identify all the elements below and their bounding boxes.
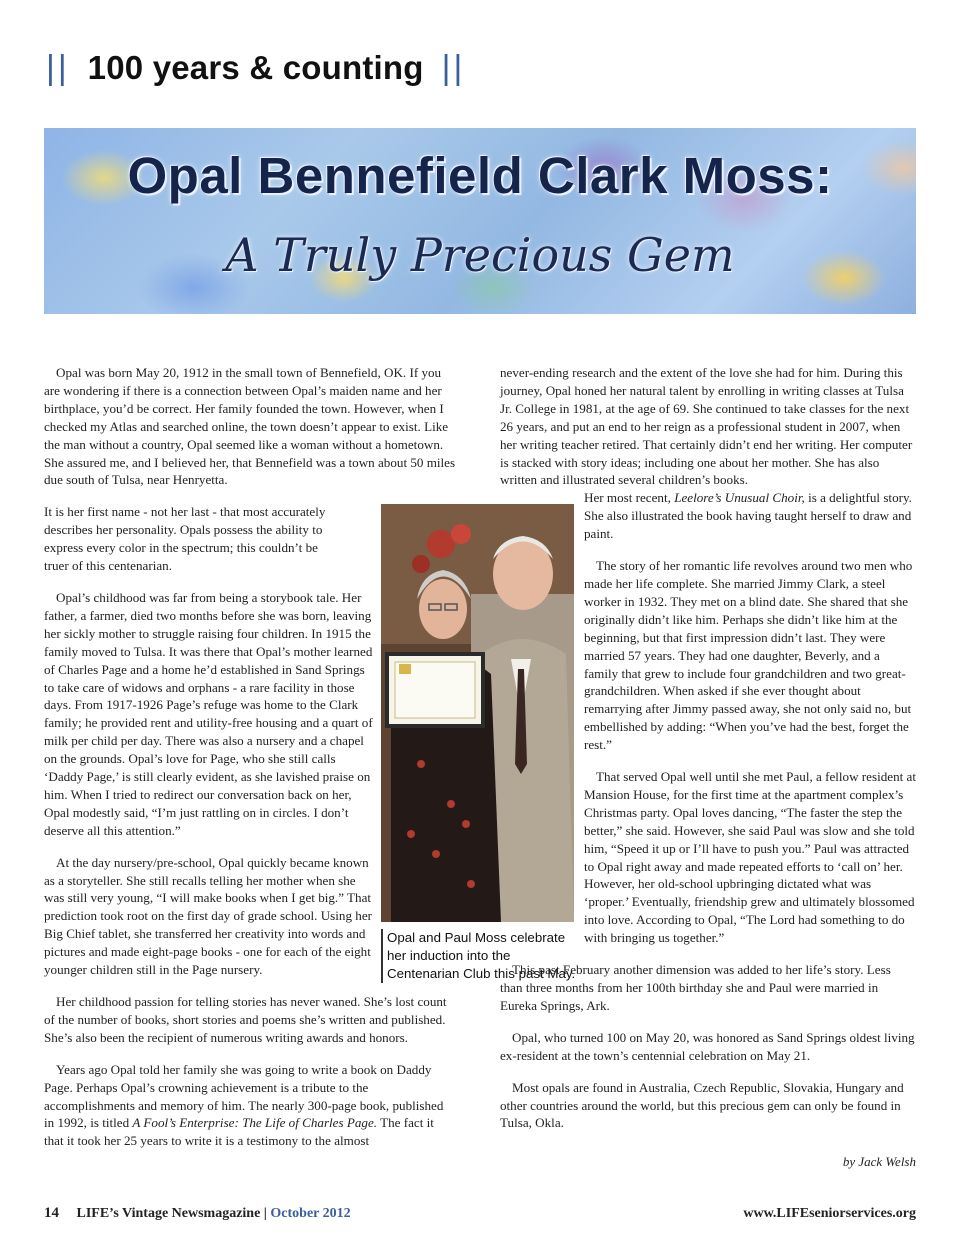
paragraph: This past February another dimension was added to her life’s story. Less than three months from her 100th birthday she and Paul were married in Eureka Springs, Ark. bbox=[500, 962, 891, 1013]
text-run: Years ago Opal told her family she was going to write a book on Daddy Page. Perhaps Opal’s crowning achievement is a tribute to the accomplishments and memory of him. The nearly 300-page book, published in 1992, is titled bbox=[44, 1061, 444, 1131]
paragraph bbox=[44, 1061, 456, 1151]
article-column-2 bbox=[500, 364, 916, 1146]
paragraph: That served Opal well until she met Paul, a fellow resident at Mansion House, for the first time at the apartment complex’s Christmas party. Opal loves dancing, “The faster the step the better,” she said. However, she said Paul was slow and she told him, “Speed it up or I’ll have to push you.” Paul was attracted to Opal right away and made repeated efforts to ‘call on’ her. However, her old-school upbringing dictated what was ‘proper.’ Eventually, friendship grew and ultimately blossomed into love. According to Opal, “The Lord had something to do with bringing us together.” bbox=[584, 769, 916, 946]
page-footer bbox=[44, 1205, 916, 1222]
publication-name: LIFE’s Vintage Newsmagazine | bbox=[76, 1206, 267, 1221]
paragraph: Opal was born May 20, 1912 in the small town of Bennefield, OK. If you are wondering if there is a connection between Opal’s maiden name and her birthplace, you’d be correct. Her family founded the town. However, when I checked my Atlas and searched online, the town doesn’t appear to exist. Like the man without a country, Opal seemed like a woman without a hometown. She assured me, and I believed her, that Bennefield was a town about 50 miles due south of Tulsa, near Henryetta. bbox=[44, 365, 456, 488]
paragraph: Her childhood passion for telling stories has never waned. She’s lost count of the number of books, short stories and poems she’s written and published. She’s also been the recipient of numerous writing awards and honors. bbox=[44, 994, 447, 1045]
paragraph: It is her first name - not her last - that most accurately describes her personality. Opals possess the ability to express every color in the spectrum; this couldn’t be truer of this centenarian. bbox=[44, 504, 326, 574]
paragraph: Opal’s childhood was far from being a storybook tale. Her father, a farmer, died two months before she was born, leaving her sickly mother to struggle raising four children. In 1915 the family moved to Tulsa. It was there that Opal’s mother learned of Charles Page and a home he’d established in Sand Springs to take care of widows and orphans - a rare facility in those days. From 1917-1926 Page’s refuge was home to the Clark family; he provided rent and utility-free housing and a quart of milk per child per day. There was also a nursery and a chapel on the grounds. Opal’s love for Page, who she still calls ‘Daddy Page,’ is still clearly evident, as she lavished praise on him. When I tried to redirect our conversation back on her, Opal modestly said, “I’m just rattling on in circles. I don’t deserve all this attention.” bbox=[44, 589, 373, 838]
issue-date: October 2012 bbox=[270, 1206, 351, 1221]
section-title: 100 years & counting bbox=[87, 49, 424, 86]
page-number: 14 bbox=[44, 1205, 59, 1221]
photo-caption: Opal and Paul Moss celebrate her induction into the Centenarian Club this past May. bbox=[381, 929, 582, 983]
article-title: Opal Bennefield Clark Moss: bbox=[127, 147, 833, 204]
text-run: The fact it that it took her 25 years to write it is a testimony to the almost bbox=[44, 1115, 434, 1149]
website-link[interactable]: www.LIFEseniorservices.org bbox=[743, 1206, 916, 1221]
title-banner bbox=[44, 128, 916, 314]
paragraph: never-ending research and the extent of the love she had for him. During this journey, Opal honed her natural talent by enrolling in writing classes at Tulsa Jr. College in 1981, at the age of 69. She continued to take classes for the next 26 years, and put an end to her reign as a professional student in 2007, when her writing teacher retired. That certainly didn’t end her writing. Her computer is stacked with story ideas; including one about her mother. She has also written and illustrated several children’s books. bbox=[500, 365, 913, 488]
book-title: A Fool’s Enterprise: The Life of Charles Page. bbox=[132, 1115, 378, 1131]
paragraph: Most opals are found in Australia, Czech Republic, Slovakia, Hungary and other countries around the world, but this precious gem can only be found in Tulsa, Okla. bbox=[500, 1079, 904, 1131]
right-bars: || bbox=[441, 48, 466, 87]
paragraph: Opal, who turned 100 on May 20, was honored as Sand Springs oldest living ex-resident at the town’s centennial celebration on May 21. bbox=[500, 1029, 915, 1063]
article-subtitle: A Truly Precious Gem bbox=[225, 228, 735, 282]
section-header bbox=[46, 46, 465, 90]
text-run: is a delightful story. She also illustrated the book having taught herself to draw and paint. bbox=[584, 490, 912, 542]
left-bars: || bbox=[46, 48, 70, 87]
footer-left bbox=[44, 1205, 351, 1222]
byline: by Jack Welsh bbox=[842, 1154, 916, 1169]
text-run: Her most recent, bbox=[584, 490, 671, 506]
book-title: Leelore’s Unusual Choir, bbox=[674, 490, 805, 506]
paragraph bbox=[584, 489, 916, 543]
paragraph: At the day nursery/pre-school, Opal quickly became known as a storyteller. She still recalls telling her mother when she was still very young, “I will make books when I get big.” That prediction took root on the first day of grade school. Using her Big Chief tablet, she transferred her creativity into words and pictures and made eight-page books - one for each of the eight younger children still in the Page nursery. bbox=[44, 854, 372, 978]
paragraph: The story of her romantic life revolves around two men who made her life complete. She married Jimmy Clark, a steel worker in 1932. They met on a blind date. She shared that she originally didn’t like him. Perhaps she didn’t like him at the beginning, but that first impression didn’t last. They were married 57 years. They had one daughter, Beverly, and a family that grew to include four grandchildren and two great-grandchildren. When asked if she ever thought about remarrying after Jimmy passed away, she not only said no, but embellished by adding: “When you’ve had the best, forget the rest.” bbox=[584, 558, 913, 753]
